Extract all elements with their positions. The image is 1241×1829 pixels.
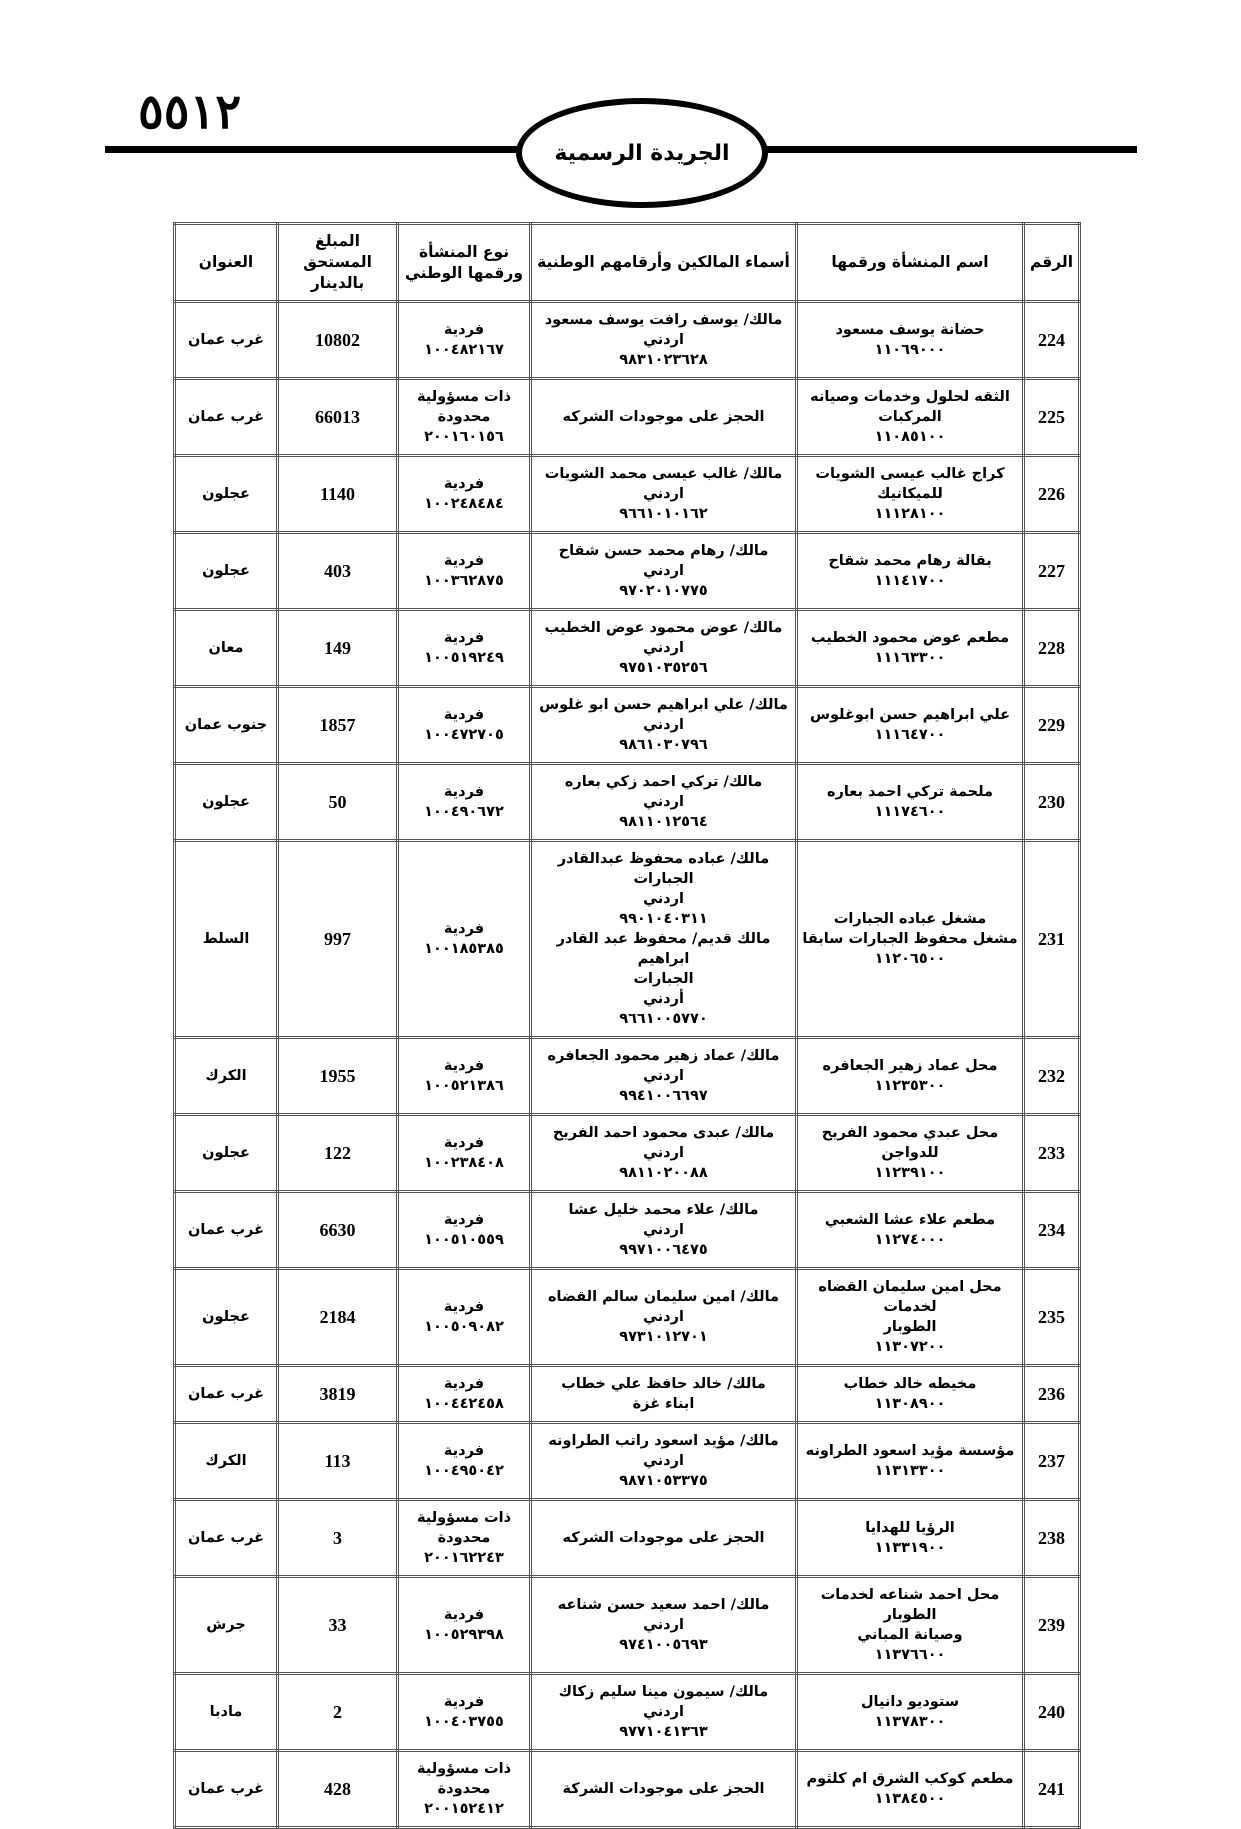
cell-owners: مالك/ علي ابراهيم حسن ابو غلوس اردني ٩٨٦١٠٣٠٧٩٦ bbox=[531, 687, 797, 764]
cell-owners: الحجز على موجودات الشركه bbox=[531, 379, 797, 456]
table-row bbox=[175, 1577, 1080, 1674]
table-row bbox=[175, 1269, 1080, 1366]
table-row bbox=[175, 1423, 1080, 1500]
cell-establishment-name: مطعم علاء عشا الشعبي ١١٢٧٤٠٠٠ bbox=[797, 1192, 1024, 1269]
cell-amount-due: 2 bbox=[278, 1674, 398, 1751]
cell-address: مادبا bbox=[175, 1674, 278, 1751]
cell-address: عجلون bbox=[175, 764, 278, 841]
cell-address: معان bbox=[175, 610, 278, 687]
table-body bbox=[175, 302, 1080, 1828]
cell-amount-due: 113 bbox=[278, 1423, 398, 1500]
cell-address: الكرك bbox=[175, 1423, 278, 1500]
cell-row-number: 235 bbox=[1024, 1269, 1080, 1366]
cell-amount-due: 1955 bbox=[278, 1038, 398, 1115]
col-header-amount: المبلغ المستحق بالدينار bbox=[278, 224, 398, 302]
cell-amount-due: 403 bbox=[278, 533, 398, 610]
cell-establishment-type: فردية ١٠٠١٨٥٣٨٥ bbox=[398, 841, 531, 1038]
cell-establishment-name: الرؤيا للهدايا ١١٣٣١٩٠٠ bbox=[797, 1500, 1024, 1577]
cell-establishment-name: محل عبدي محمود الفريح للدواجن ١١٢٣٩١٠٠ bbox=[797, 1115, 1024, 1192]
cell-owners: مالك/ غالب عيسى محمد الشويات اردني ٩٦٦١٠١٠١٦٢ bbox=[531, 456, 797, 533]
cell-establishment-name: محل امين سليمان القضاه لخدمات الطوبار ١١٣٠٧٢٠٠ bbox=[797, 1269, 1024, 1366]
cell-amount-due: 3 bbox=[278, 1500, 398, 1577]
table-header bbox=[175, 224, 1080, 302]
cell-row-number: 227 bbox=[1024, 533, 1080, 610]
cell-address: السلط bbox=[175, 841, 278, 1038]
cell-owners: مالك/ تركي احمد زكي بعاره اردني ٩٨١١٠١٢٥٦٤ bbox=[531, 764, 797, 841]
cell-owners: مالك/ مؤيد اسعود راتب الطراونه اردني ٩٨٧١٠٥٣٣٧٥ bbox=[531, 1423, 797, 1500]
table-row bbox=[175, 1751, 1080, 1828]
cell-address: جنوب عمان bbox=[175, 687, 278, 764]
cell-address: غرب عمان bbox=[175, 302, 278, 379]
table-row bbox=[175, 764, 1080, 841]
cell-row-number: 230 bbox=[1024, 764, 1080, 841]
establishments-table bbox=[173, 222, 1081, 1829]
table-row bbox=[175, 456, 1080, 533]
banner-ellipse bbox=[516, 98, 768, 208]
cell-row-number: 236 bbox=[1024, 1366, 1080, 1423]
cell-establishment-type: فردية ١٠٠٤٠٣٧٥٥ bbox=[398, 1674, 531, 1751]
cell-row-number: 237 bbox=[1024, 1423, 1080, 1500]
cell-establishment-name: مخيطه خالد خطاب ١١٣٠٨٩٠٠ bbox=[797, 1366, 1024, 1423]
cell-owners: مالك/ امين سليمان سالم القضاه اردني ٩٧٣١٠١٢٧٠١ bbox=[531, 1269, 797, 1366]
cell-owners: الحجز على موجودات الشركة bbox=[531, 1751, 797, 1828]
cell-amount-due: 66013 bbox=[278, 379, 398, 456]
page-number: ٥٥١٢ bbox=[138, 84, 242, 140]
col-header-type: نوع المنشأة ورقمها الوطني bbox=[398, 224, 531, 302]
cell-address: غرب عمان bbox=[175, 379, 278, 456]
cell-row-number: 225 bbox=[1024, 379, 1080, 456]
cell-address: غرب عمان bbox=[175, 1192, 278, 1269]
cell-establishment-type: فردية ١٠٠٥١٠٥٥٩ bbox=[398, 1192, 531, 1269]
cell-establishment-name: مشغل عباده الجبارات مشغل محفوظ الجبارات سابقا ١١٢٠٦٥٠٠ bbox=[797, 841, 1024, 1038]
cell-row-number: 224 bbox=[1024, 302, 1080, 379]
cell-establishment-type: فردية ١٠٠٢٤٨٤٨٤ bbox=[398, 456, 531, 533]
table-row bbox=[175, 1366, 1080, 1423]
cell-amount-due: 1140 bbox=[278, 456, 398, 533]
cell-address: غرب عمان bbox=[175, 1366, 278, 1423]
table-row bbox=[175, 687, 1080, 764]
cell-owners: الحجز على موجودات الشركه bbox=[531, 1500, 797, 1577]
cell-row-number: 233 bbox=[1024, 1115, 1080, 1192]
cell-row-number: 240 bbox=[1024, 1674, 1080, 1751]
cell-establishment-name: مؤسسة مؤيد اسعود الطراونه ١١٣١٣٣٠٠ bbox=[797, 1423, 1024, 1500]
table-row bbox=[175, 1038, 1080, 1115]
cell-address: جرش bbox=[175, 1577, 278, 1674]
cell-address: عجلون bbox=[175, 456, 278, 533]
cell-owners: مالك/ علاء محمد خليل عشا اردني ٩٩٧١٠٠٦٤٧٥ bbox=[531, 1192, 797, 1269]
cell-row-number: 226 bbox=[1024, 456, 1080, 533]
table-row bbox=[175, 1192, 1080, 1269]
cell-amount-due: 10802 bbox=[278, 302, 398, 379]
cell-amount-due: 6630 bbox=[278, 1192, 398, 1269]
cell-row-number: 238 bbox=[1024, 1500, 1080, 1577]
table-row bbox=[175, 533, 1080, 610]
cell-establishment-name: كراج غالب عيسى الشويات للميكانيك ١١١٢٨١٠٠ bbox=[797, 456, 1024, 533]
cell-establishment-type: فردية ١٠٠٥١٩٢٤٩ bbox=[398, 610, 531, 687]
cell-establishment-name: محل عماد زهير الجعافره ١١٢٣٥٣٠٠ bbox=[797, 1038, 1024, 1115]
cell-owners: مالك/ رهام محمد حسن شقاح اردني ٩٧٠٢٠١٠٧٧٥ bbox=[531, 533, 797, 610]
cell-establishment-type: ذات مسؤولية محدودة ٢٠٠١٦٠١٥٦ bbox=[398, 379, 531, 456]
cell-establishment-type: فردية ١٠٠٥٠٩٠٨٢ bbox=[398, 1269, 531, 1366]
cell-address: عجلون bbox=[175, 1115, 278, 1192]
cell-amount-due: 149 bbox=[278, 610, 398, 687]
cell-establishment-name: بقالة رهام محمد شقاح ١١١٤١٧٠٠ bbox=[797, 533, 1024, 610]
cell-establishment-type: فردية ١٠٠٤٤٢٤٥٨ bbox=[398, 1366, 531, 1423]
table-row bbox=[175, 1674, 1080, 1751]
cell-establishment-type: فردية ١٠٠٤٩٠٦٧٢ bbox=[398, 764, 531, 841]
cell-address: غرب عمان bbox=[175, 1751, 278, 1828]
cell-amount-due: 2184 bbox=[278, 1269, 398, 1366]
col-header-address: العنوان bbox=[175, 224, 278, 302]
cell-owners: مالك/ عبدى محمود احمد الفريح اردني ٩٨١١٠٢٠٠٨٨ bbox=[531, 1115, 797, 1192]
cell-amount-due: 50 bbox=[278, 764, 398, 841]
cell-amount-due: 3819 bbox=[278, 1366, 398, 1423]
cell-establishment-type: ذات مسؤولية محدودة ٢٠٠١٦٢٢٤٣ bbox=[398, 1500, 531, 1577]
cell-establishment-type: فردية ١٠٠٤٧٢٧٠٥ bbox=[398, 687, 531, 764]
cell-row-number: 234 bbox=[1024, 1192, 1080, 1269]
cell-owners: مالك/ عوض محمود عوض الخطيب اردني ٩٧٥١٠٣٥٢٥٦ bbox=[531, 610, 797, 687]
table-row bbox=[175, 841, 1080, 1038]
cell-address: الكرك bbox=[175, 1038, 278, 1115]
cell-amount-due: 33 bbox=[278, 1577, 398, 1674]
cell-establishment-type: فردية ١٠٠٥٢٩٣٩٨ bbox=[398, 1577, 531, 1674]
cell-address: عجلون bbox=[175, 1269, 278, 1366]
cell-row-number: 231 bbox=[1024, 841, 1080, 1038]
cell-amount-due: 997 bbox=[278, 841, 398, 1038]
cell-owners: مالك/ خالد حافظ علي خطاب ابناء غزة bbox=[531, 1366, 797, 1423]
cell-establishment-name: الثقه لحلول وخدمات وصيانه المركبات ١١٠٨٥١٠٠ bbox=[797, 379, 1024, 456]
table-row bbox=[175, 1115, 1080, 1192]
cell-amount-due: 428 bbox=[278, 1751, 398, 1828]
cell-row-number: 228 bbox=[1024, 610, 1080, 687]
table-row bbox=[175, 379, 1080, 456]
cell-row-number: 232 bbox=[1024, 1038, 1080, 1115]
cell-owners: مالك/ احمد سعيد حسن شناعه اردني ٩٧٤١٠٠٥٦٩٣ bbox=[531, 1577, 797, 1674]
cell-amount-due: 122 bbox=[278, 1115, 398, 1192]
col-header-row-number: الرقم bbox=[1024, 224, 1080, 302]
cell-owners: مالك/ يوسف رافت يوسف مسعود اردني ٩٨٣١٠٢٣٦٢٨ bbox=[531, 302, 797, 379]
col-header-establishment: اسم المنشأة ورقمها bbox=[797, 224, 1024, 302]
cell-row-number: 229 bbox=[1024, 687, 1080, 764]
cell-row-number: 241 bbox=[1024, 1751, 1080, 1828]
banner-title: الجريدة الرسمية bbox=[554, 140, 730, 166]
cell-establishment-type: ذات مسؤولية محدودة ٢٠٠١٥٢٤١٢ bbox=[398, 1751, 531, 1828]
cell-establishment-type: فردية ١٠٠٣٦٢٨٧٥ bbox=[398, 533, 531, 610]
cell-owners: مالك/ سيمون مينا سليم زكاك اردني ٩٧٧١٠٤١٣٦٣ bbox=[531, 1674, 797, 1751]
cell-establishment-name: مطعم عوض محمود الخطيب ١١١٦٣٣٠٠ bbox=[797, 610, 1024, 687]
cell-row-number: 239 bbox=[1024, 1577, 1080, 1674]
cell-establishment-type: فردية ١٠٠٤٨٢١٦٧ bbox=[398, 302, 531, 379]
table-row bbox=[175, 1500, 1080, 1577]
cell-amount-due: 1857 bbox=[278, 687, 398, 764]
cell-establishment-name: مطعم كوكب الشرق ام كلثوم ١١٣٨٤٥٠٠ bbox=[797, 1751, 1024, 1828]
cell-address: غرب عمان bbox=[175, 1500, 278, 1577]
cell-owners: مالك/ عباده محفوظ عبدالقادر الجبارات اردني ٩٩٠١٠٤٠٣١١ مالك قديم/ محفوظ عبد القادر ابراهيم الجبارات أردني ٩٦٦١٠٠٥٧٧٠ bbox=[531, 841, 797, 1038]
cell-establishment-name: علي ابراهيم حسن ابوغلوس ١١١٦٤٧٠٠ bbox=[797, 687, 1024, 764]
table-header-row bbox=[175, 224, 1080, 302]
col-header-owners: أسماء المالكين وأرقامهم الوطنية bbox=[531, 224, 797, 302]
table-row bbox=[175, 610, 1080, 687]
table-row bbox=[175, 302, 1080, 379]
cell-establishment-name: ملحمة تركي احمد بعاره ١١١٧٤٦٠٠ bbox=[797, 764, 1024, 841]
cell-address: عجلون bbox=[175, 533, 278, 610]
cell-establishment-type: فردية ١٠٠٥٢١٣٨٦ bbox=[398, 1038, 531, 1115]
cell-establishment-name: ستوديو دانيال ١١٣٧٨٣٠٠ bbox=[797, 1674, 1024, 1751]
cell-establishment-type: فردية ١٠٠٤٩٥٠٤٢ bbox=[398, 1423, 531, 1500]
cell-establishment-type: فردية ١٠٠٢٣٨٤٠٨ bbox=[398, 1115, 531, 1192]
cell-owners: مالك/ عماد زهير محمود الجعافره اردني ٩٩٤١٠٠٦٦٩٧ bbox=[531, 1038, 797, 1115]
cell-establishment-name: حضانة يوسف مسعود ١١٠٦٩٠٠٠ bbox=[797, 302, 1024, 379]
cell-establishment-name: محل احمد شناعه لخدمات الطوبار وصيانة المباني ١١٣٧٦٦٠٠ bbox=[797, 1577, 1024, 1674]
